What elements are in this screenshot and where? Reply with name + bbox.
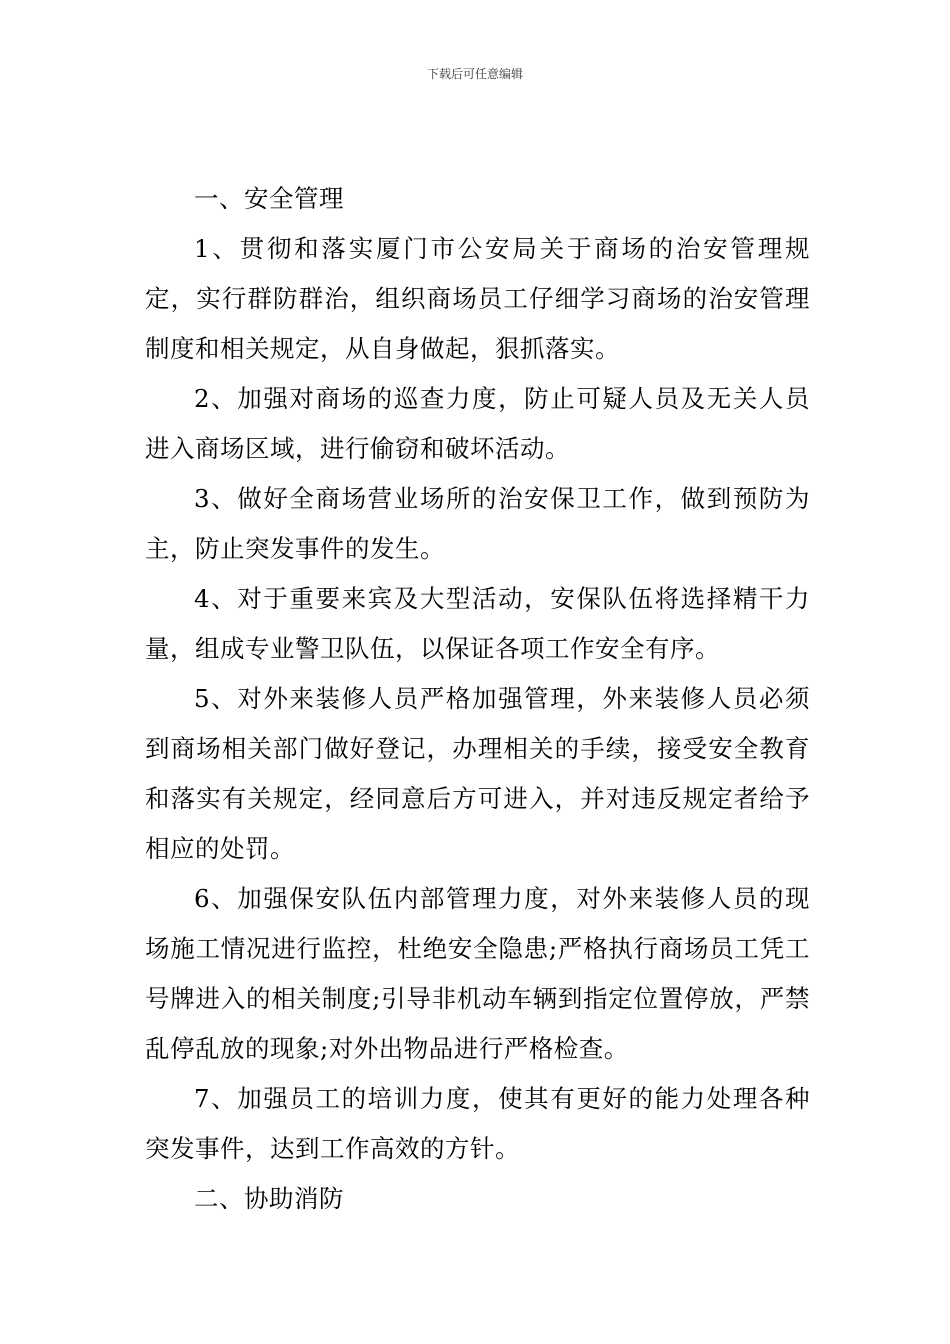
paragraph-item-4: 4、对于重要来宾及大型活动，安保队伍将选择精干力量，组成专业警卫队伍，以保证各项工作安全有序。 [145,584,810,663]
page-header: 下载后可任意编辑 [426,67,523,81]
paragraph-item-6: 6、加强保安队伍内部管理力度，对外来装修人员的现场施工情况进行监控，杜绝安全隐患;严格执行商场员工凭工号牌进入的相关制度;引导非机动车辆到指定位置停放，严禁乱停乱放的现象;对外出物品进行严格检查。 [145,884,810,1063]
paragraph-item-1: 1、贯彻和落实厦门市公安局关于商场的治安管理规定，实行群防群治，组织商场员工仔细学习商场的治安管理制度和相关规定，从自身做起，狠抓落实。 [145,234,810,363]
paragraph-item-3: 3、做好全商场营业场所的治安保卫工作，做到预防为主，防止突发事件的发生。 [145,484,810,563]
paragraph-item-5: 5、对外来装修人员严格加强管理，外来装修人员必须到商场相关部门做好登记，办理相关的手续，接受安全教育和落实有关规定，经同意后方可进入，并对违反规定者给予相应的处罚。 [145,684,810,863]
paragraph-item-2: 2、加强对商场的巡查力度，防止可疑人员及无关人员进入商场区域，进行偷窃和破坏活动。 [145,384,810,463]
section-heading-fire: 二、协助消防 [194,1184,344,1213]
paragraph-item-7: 7、加强员工的培训力度，使其有更好的能力处理各种突发事件，达到工作高效的方针。 [145,1084,810,1163]
document-body [145,174,810,1224]
section-heading-security: 一、安全管理 [194,184,344,213]
